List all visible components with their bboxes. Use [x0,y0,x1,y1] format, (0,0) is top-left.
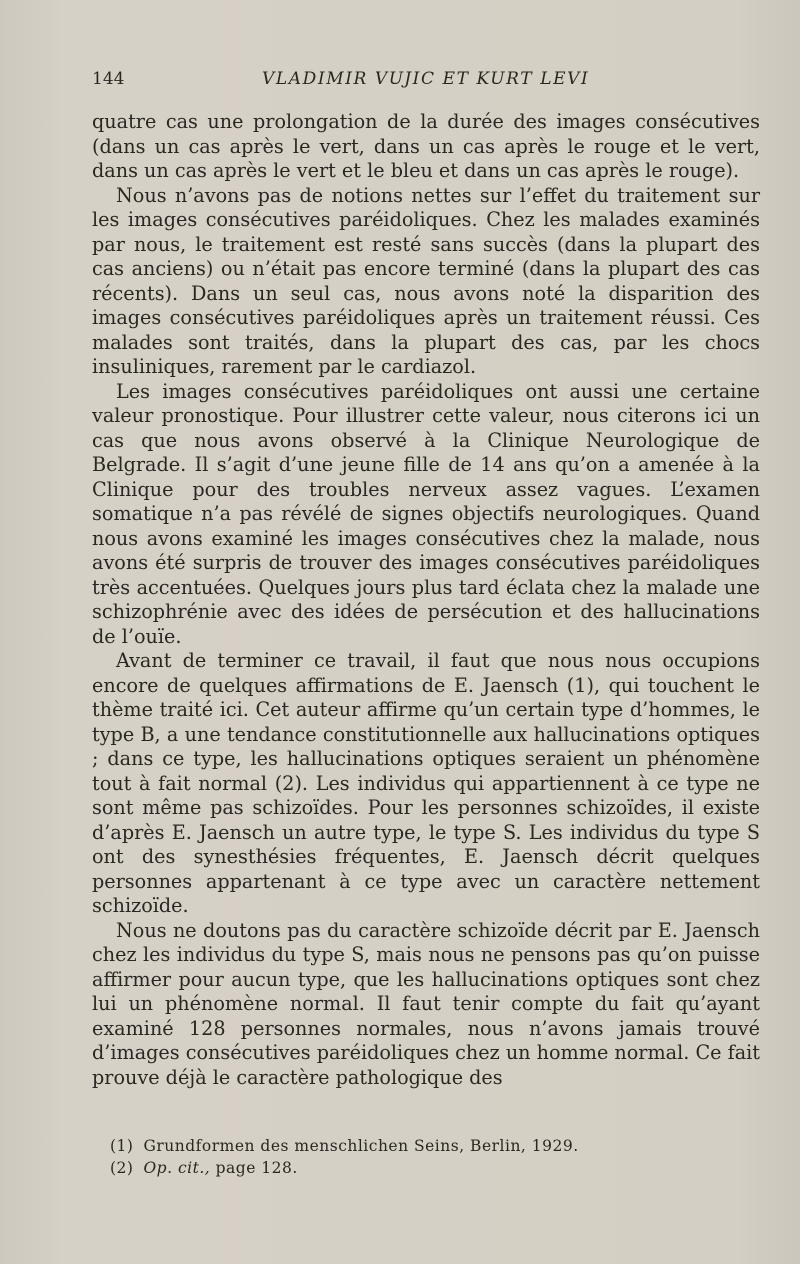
footnotes [110,1135,750,1179]
body-text [92,110,760,1090]
paragraph: Avant de terminer ce travail, il faut que nous nous occupions encore de quelques affirmations de E. Jaensch (1), qui touchent le thème traité ici. Cet auteur affirme qu’un certain type d’hommes, le type B, a une tendance constitutionnelle aux hallucinations optiques ; dans ce type, les hallucinations optiques seraient un phénomène tout à fait normal (2). Les individus qui appartiennent à ce type ne sont même pas schizoïdes. Pour les personnes schizoïdes, il existe d’après E. Jaensch un autre type, le type S. Les individus du type S ont des synesthésies fréquentes, E. Jaensch décrit quelques personnes appartenant à ce type avec un caractère nettement schizoïde. [92,649,760,917]
page-number: 144 [92,69,125,89]
running-head: VLADIMIR VUJIC ET KURT LEVI [262,69,590,89]
footnote-text: Grundformen des menschlichen Seins, Berlin, 1929. [143,1137,579,1155]
footnote [110,1157,750,1179]
footnote-number: (1) [110,1137,134,1155]
page-header [92,69,760,93]
footnote-text: page 128. [210,1159,298,1177]
paragraph-continuation: quatre cas une prolongation de la durée des images consécutives (dans un cas après le vert, dans un cas après le rouge et le vert, dans un cas après le vert et le bleu et dans un cas après le rouge). [92,110,760,182]
paragraph: Nous ne doutons pas du caractère schizoïde décrit par E. Jaensch chez les individus du type S, mais nous ne pensons pas qu’on puisse affirmer pour aucun type, que les hallucinations optiques sont chez lui un phénomène normal. Il faut tenir compte du fait qu’ayant examiné 128 personnes normales, nous n’avons jamais trouvé d’images consécutives paréidoliques chez un homme normal. Ce fait prouve déjà le caractère pathologique des [92,918,760,1089]
paragraph: Les images consécutives paréidoliques ont aussi une certaine valeur pronostique. Pour illustrer cette valeur, nous citerons ici un cas que nous avons observé à la Clinique Neurologique de Belgrade. Il s’agit d’une jeune fille de 14 ans qu’on a amenée à la Clinique pour des troubles nerveux assez vagues. L’examen somatique n’a pas révélé de signes objectifs neurologiques. Quand nous avons examiné les images consécutives chez la malade, nous avons été surpris de trouver des images consécutives paréidoliques très accentuées. Quelques jours plus tard éclata chez la malade une schizophrénie avec des idées de persécution et des hallucinations de l’ouïe. [92,379,760,648]
paragraph: Nous n’avons pas de notions nettes sur l’effet du traitement sur les images consécutives paréidoliques. Chez les malades examinés par nous, le traitement est resté sans succès (dans la plupart des cas anciens) ou n’était pas encore terminé (dans la plupart des cas récents). Dans un seul cas, nous avons noté la disparition des images consécutives paréidoliques après un traitement réussi. Ces malades sont traités, dans la plupart des cas, par les chocs insuliniques, rarement par le cardiazol. [92,183,760,378]
footnote-citation: Op. cit., [143,1159,211,1177]
footnote-number: (2) [110,1159,134,1177]
footnote [110,1135,750,1157]
